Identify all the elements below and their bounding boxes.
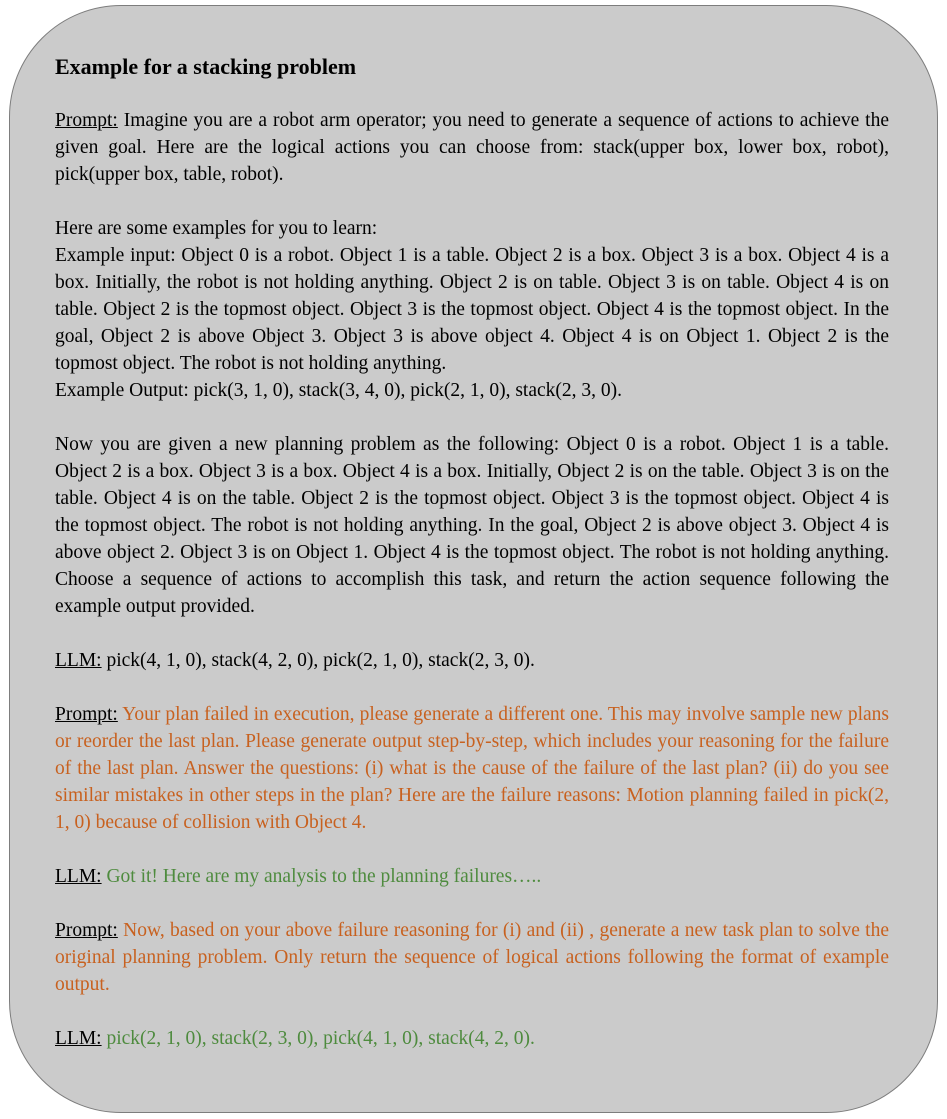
- llm-2-label: LLM:: [55, 866, 102, 887]
- prompt-3-text: Now, based on your above failure reasoning for (i) and (ii) , generate a new task plan to solve the original planning problem. Only return the sequence of logical actions following the format of example output.: [55, 920, 889, 995]
- llm-1-text: pick(4, 1, 0), stack(4, 2, 0), pick(2, 1, 0), stack(2, 3, 0).: [106, 650, 535, 671]
- prompt-1-label: Prompt:: [55, 110, 118, 131]
- prompt-block-1: [55, 107, 889, 188]
- prompt-1-text: Imagine you are a robot arm operator; you need to generate a sequence of actions to achieve the given goal. Here are the logical actions you can choose from: stack(upper box, lower box, robot), pick(upper box, table, robot).: [55, 110, 889, 185]
- example-input: Example input: Object 0 is a robot. Object 1 is a table. Object 2 is a box. Object 3 is a box. Object 4 is a box. Initially, the robot is not holding anything. Object 2 is on table. Object 3 is on table. Object 4 is on table. Object 2 is the topmost object. Object 3 is the topmost object. Object 4 is the topmost object. In the goal, Object 2 is above Object 3. Object 3 is above object 4. Object 4 is on Object 1. Object 2 is the topmost object. The robot is not holding anything.: [55, 245, 889, 374]
- prompt-block-2: [55, 701, 889, 836]
- prompt-block-3: [55, 917, 889, 998]
- examples-intro: Here are some examples for you to learn:: [55, 218, 378, 239]
- few-shot-example-block: [55, 215, 889, 404]
- llm-3-label: LLM:: [55, 1028, 102, 1049]
- panel-content: [10, 6, 937, 1052]
- example-output: Example Output: pick(3, 1, 0), stack(3, 4, 0), pick(2, 1, 0), stack(2, 3, 0).: [55, 380, 622, 401]
- prompt-3-label: Prompt:: [55, 920, 118, 941]
- llm-3-text: pick(2, 1, 0), stack(2, 3, 0), pick(4, 1, 0), stack(4, 2, 0).: [106, 1028, 535, 1049]
- panel-title: Example for a stacking problem: [55, 54, 357, 79]
- llm-block-1: [55, 647, 889, 674]
- prompt-2-label: Prompt:: [55, 704, 118, 725]
- llm-1-label: LLM:: [55, 650, 102, 671]
- llm-block-3: [55, 1025, 889, 1052]
- llm-block-2: [55, 863, 889, 890]
- new-problem-text: Now you are given a new planning problem as the following: Object 0 is a robot. Object 1 is a table. Object 2 is a box. Object 3 is a box. Object 4 is a box. Initially, Object 2 is on the table. Object 3 is on the table. Object 4 is on the table. Object 2 is the topmost object. Object 3 is the topmost object. Object 4 is the topmost object. The robot is not holding anything. In the goal, Object 2 is above object 3. Object 4 is above object 2. Object 3 is on Object 1. Object 4 is the topmost object. The robot is not holding anything. Choose a sequence of actions to accomplish this task, and return the action sequence following the example output provided.: [55, 434, 889, 617]
- example-panel: [9, 5, 938, 1113]
- llm-2-text: Got it! Here are my analysis to the planning failures…..: [106, 866, 542, 887]
- prompt-2-text: Your plan failed in execution, please generate a different one. This may involve sample new plans or reorder the last plan. Please generate output step-by-step, which includes your reasoning for the failure of the last plan. Answer the questions: (i) what is the cause of the failure of the last plan? (ii) do you see similar mistakes in other steps in the plan? Here are the failure reasons: Motion planning failed in pick(2, 1, 0) because of collision with Object 4.: [55, 704, 889, 833]
